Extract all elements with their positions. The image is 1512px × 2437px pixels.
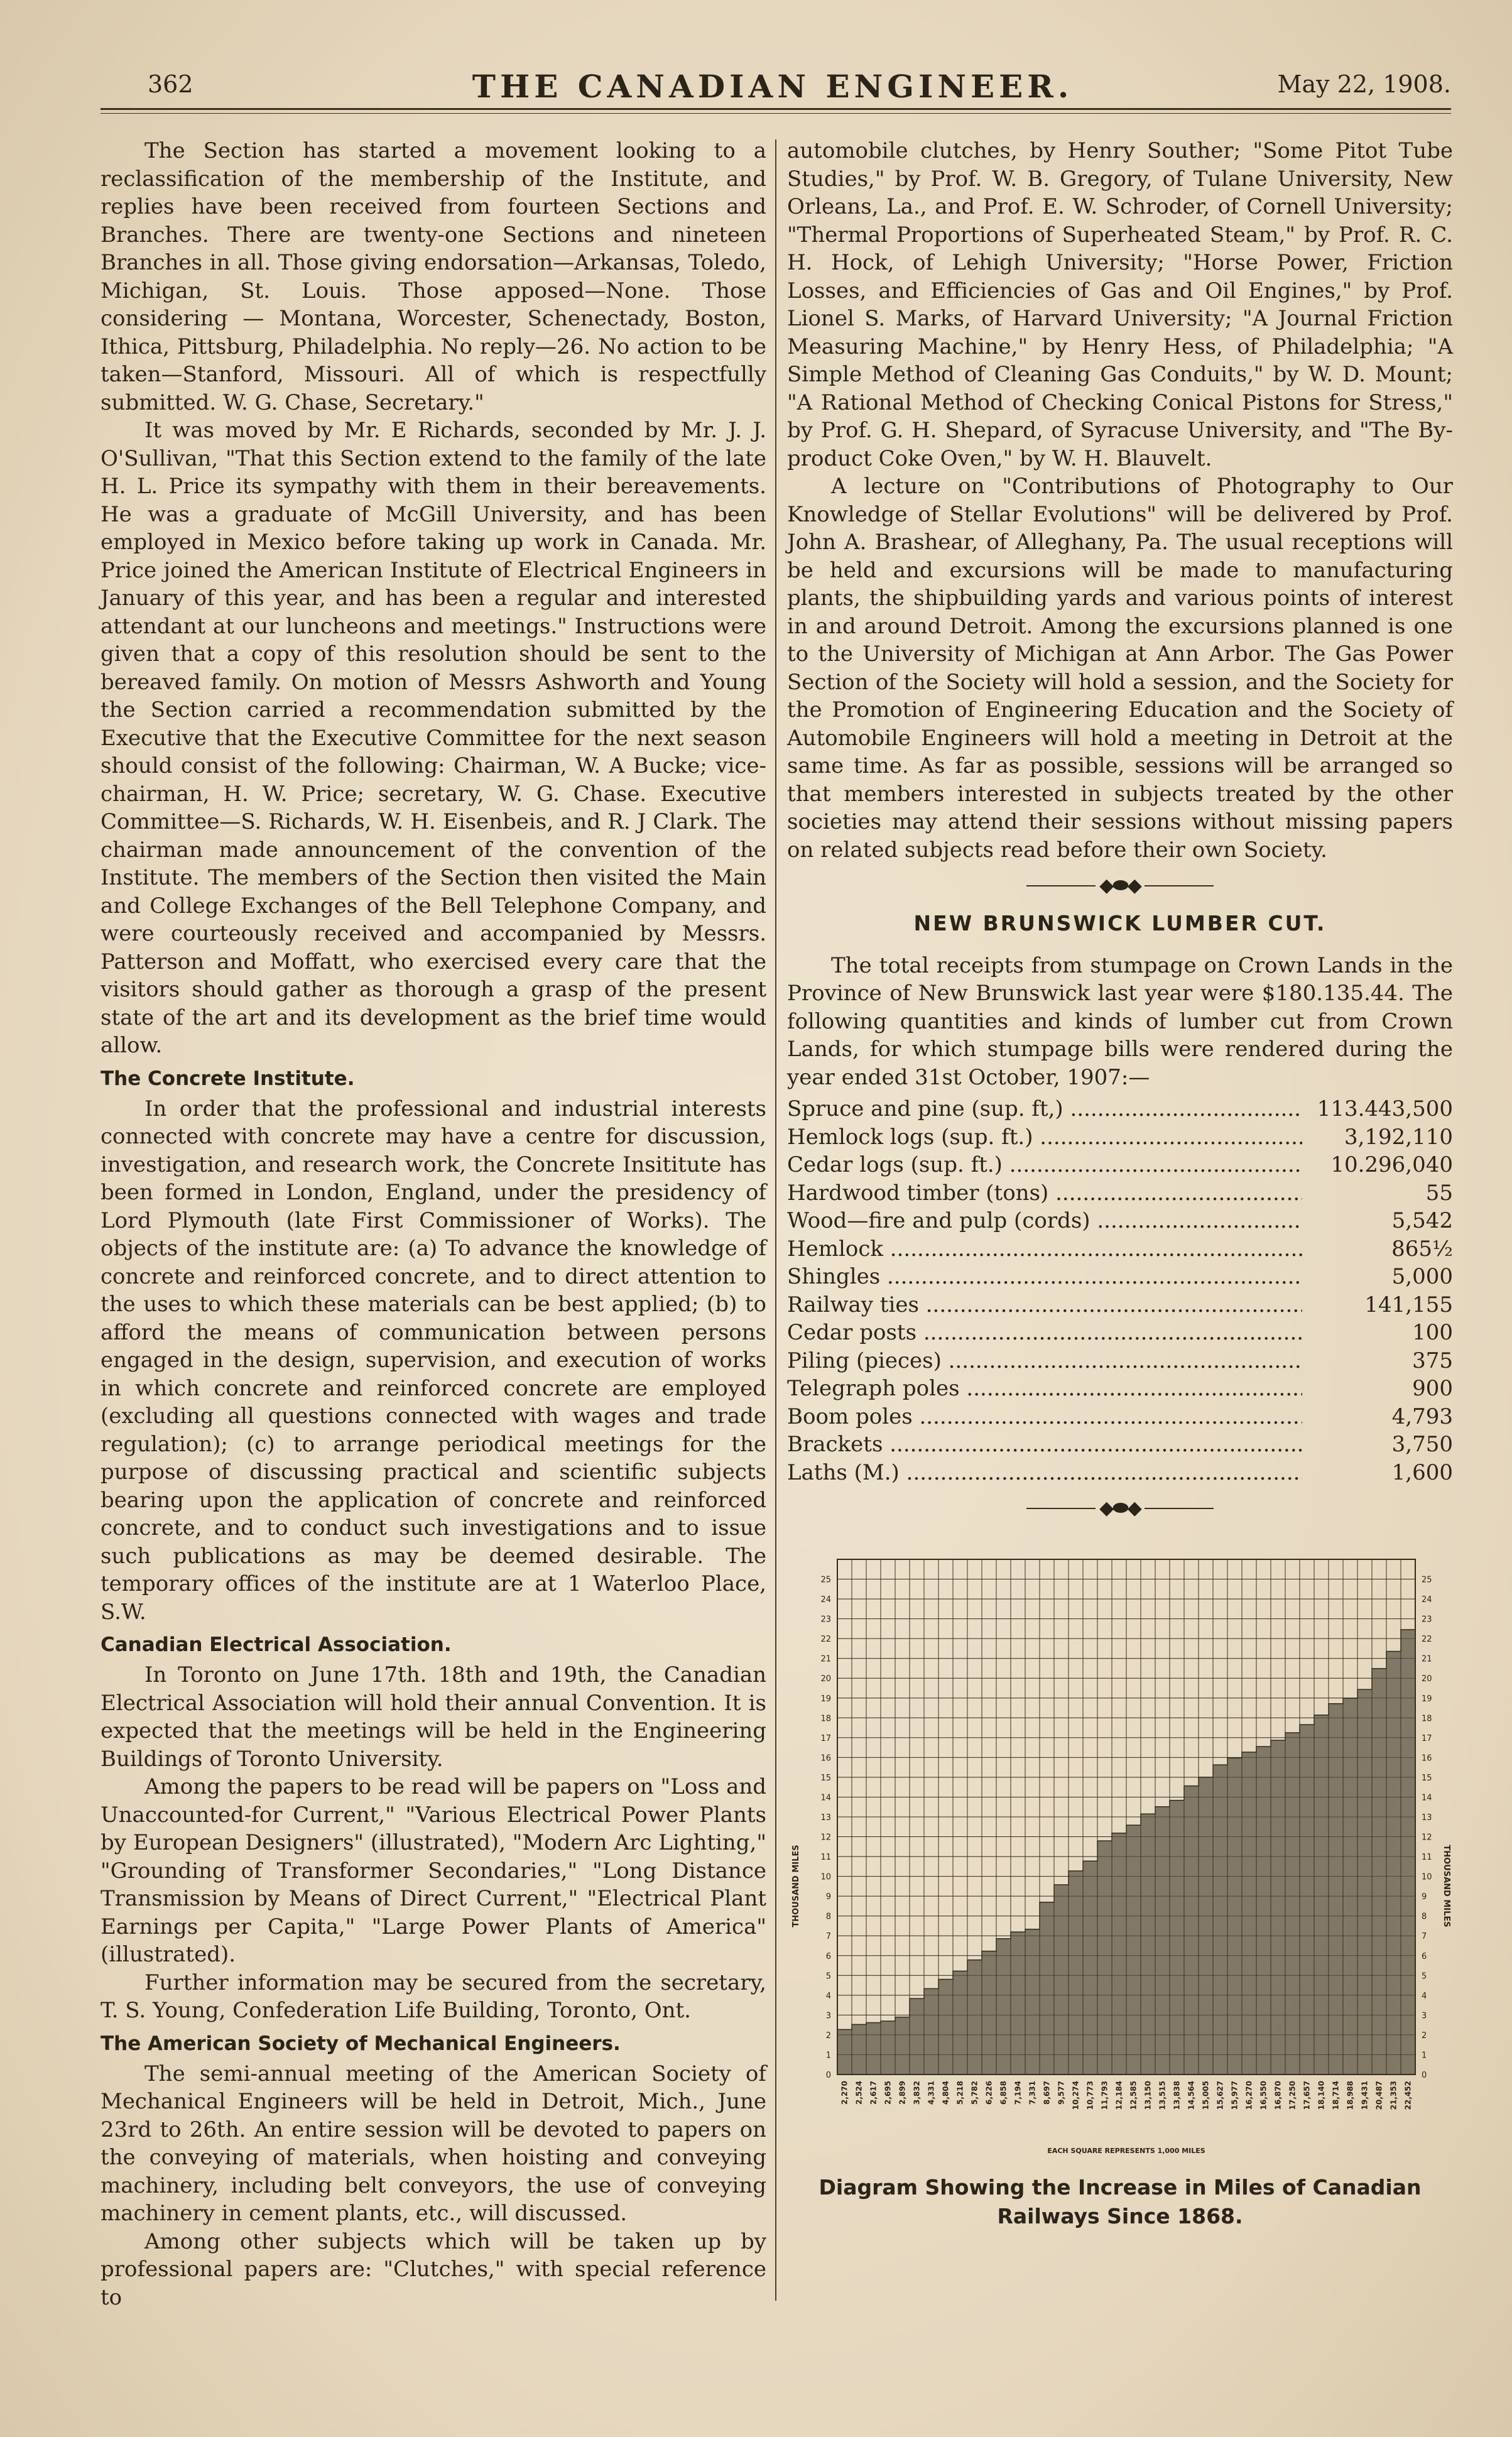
x-tick-label: 17,250	[1288, 2080, 1297, 2110]
lumber-row	[787, 1179, 1453, 1208]
x-tick-label: 22,452	[1403, 2080, 1413, 2110]
y-tick-label-right: 10	[1422, 1872, 1432, 1882]
y-tick-label-right: 25	[1422, 1575, 1432, 1585]
ornament-divider: ◆⬬◆	[787, 1494, 1453, 1522]
y-tick-label-right: 13	[1422, 1813, 1432, 1823]
y-tick-label-left: 4	[825, 1991, 831, 2001]
y-tick-label-right: 2	[1422, 2031, 1427, 2041]
paragraph: In Toronto on June 17th. 18th and 19th, the Canadian Electrical Association will hold their annual Convention. It is expected that the meetings will be held in the Engineering Buildings of Toronto University.	[101, 1662, 766, 1772]
left-column	[101, 137, 766, 2311]
lumber-quantity: 865½	[1391, 1236, 1453, 1262]
y-tick-label-left: 19	[820, 1694, 831, 1704]
y-tick-label-left: 24	[820, 1595, 831, 1605]
lumber-kind: Cedar logs (sup. ft.) .....	[787, 1151, 1302, 1179]
column-divider	[775, 139, 776, 2301]
lumber-kind: Shingles .....	[787, 1263, 1302, 1291]
y-tick-label-right: 21	[1422, 1654, 1432, 1664]
paragraph: A lecture on "Contributions of Photography to Our Knowledge of Stellar Evolutions" will be delivered by Prof. John A. Brashear, of Alleghany, Pa. The usual receptions will be held and excursions will be made to manufacturing plants, the shipbuilding yards and various points of interest in and around Detroit. Among the excursions planned is one to the University of Michigan at Ann Arbor. The Gas Power Section of the Society will hold a session, and the Society for the Promotion of Engineering Education and the Society of Automobile Engineers will hold a meeting in Detroit at the same time. As far as possible, sessions will be arranged so that members interested in subjects treated by the other societies may attend their sessions without missing papers on related subjects read before their own Society.	[787, 474, 1453, 863]
x-tick-label: 2,617	[869, 2080, 878, 2105]
y-tick-label-left: 14	[820, 1792, 831, 1802]
y-tick-label-left: 3	[825, 2010, 831, 2020]
y-tick-label-right: 8	[1422, 1912, 1427, 1922]
y-axis-label-right: THOUSAND MILES	[1442, 1844, 1451, 1927]
y-tick-label-right: 14	[1422, 1792, 1432, 1802]
section-heading-asme: The American Society of Mechanical Engineers.	[101, 2032, 621, 2055]
chart-caption	[787, 2173, 1453, 2231]
lumber-quantity: 100	[1412, 1320, 1453, 1346]
chart-note: EACH SQUARE REPRESENTS 1,000 MILES	[1047, 2146, 1205, 2155]
y-tick-label-right: 9	[1422, 1892, 1427, 1902]
y-tick-label-left: 9	[825, 1892, 831, 1902]
lumber-kind: Cedar posts .....	[787, 1319, 1302, 1347]
lumber-row	[787, 1375, 1453, 1403]
issue-date: May 22, 1908.	[1277, 70, 1451, 98]
y-tick-label-left: 5	[825, 1971, 831, 1981]
x-tick-label: 10,773	[1085, 2080, 1095, 2110]
lumber-kind: Wood—fire and pulp (cords) .....	[787, 1207, 1302, 1235]
section-heading-concrete-institute: The Concrete Institute.	[101, 1067, 355, 1090]
x-tick-label: 7,194	[1013, 2080, 1023, 2105]
paragraph: The semi-annual meeting of the American Society of Mechanical Engineers will be held in Detroit, Mich., June 23rd to 26th. An entire session will be devoted to papers on the conveying of materials, when hoisting and conveying machinery, including belt conveyors, the use of conveying machinery in cement plants, etc., will discussed.	[101, 2061, 766, 2226]
y-axis-label: THOUSAND MILES	[791, 1844, 801, 1927]
y-tick-label-right: 7	[1422, 1931, 1427, 1941]
y-tick-label-left: 10	[820, 1872, 831, 1882]
lumber-row	[787, 1207, 1453, 1235]
lumber-row	[787, 1431, 1453, 1459]
y-tick-label-right: 16	[1422, 1753, 1432, 1763]
x-tick-label: 13,838	[1172, 2080, 1182, 2110]
x-tick-label: 15,627	[1216, 2080, 1225, 2110]
y-tick-label-left: 15	[820, 1773, 831, 1783]
lumber-kind: Brackets .....	[787, 1431, 1302, 1459]
section-heading-canadian-electrical-association: Canadian Electrical Association.	[101, 1633, 452, 1656]
x-tick-label: 2,270	[840, 2080, 849, 2105]
y-tick-label-left: 1	[825, 2050, 831, 2060]
lumber-row	[787, 1319, 1453, 1347]
paragraph: In order that the professional and industrial interests connected with concrete may have a centre for discussion, investigation, and research work, the Concrete Insititute has been formed in London, England, under the presidency of Lord Plymouth (late First Commissioner of Works). The objects of the institute are: (a) To advance the knowledge of concrete and reinforced concrete, and to direct attention to the uses to which these materials can be best applied; (b) to afford the means of communication between persons engaged in the design, supervision, and execution of works in which concrete and reinforced concrete are employed (excluding all questions connected with wages and trade regulation); (c) to arrange periodical meetings for the purpose of discussing practical and scientific subjects bearing upon the application of concrete and reinforced concrete, and to conduct such investigations and to issue such publications as may be deemed desirable. The temporary offices of the institute are at 1 Waterloo Place, S.W.	[101, 1096, 766, 1625]
y-tick-label-right: 12	[1422, 1833, 1432, 1843]
y-tick-label-left: 18	[820, 1713, 831, 1723]
x-tick-label: 21,353	[1389, 2080, 1398, 2110]
x-tick-label: 15,977	[1230, 2080, 1239, 2110]
lumber-quantity: 900	[1412, 1376, 1453, 1402]
x-tick-label: 2,695	[883, 2080, 893, 2105]
x-tick-label: 11,793	[1100, 2080, 1109, 2110]
railway-miles-svg	[787, 1534, 1453, 2162]
y-tick-label-left: 6	[825, 1951, 831, 1961]
x-tick-label: 6,858	[999, 2080, 1008, 2105]
lumber-quantity: 5,542	[1391, 1208, 1453, 1234]
y-tick-label-left: 12	[820, 1833, 831, 1843]
x-tick-label: 2,899	[898, 2080, 907, 2105]
y-tick-label-right: 11	[1422, 1852, 1432, 1862]
lumber-quantity: 55	[1425, 1180, 1453, 1206]
lumber-row	[787, 1347, 1453, 1375]
y-tick-label-left: 7	[825, 1931, 831, 1941]
x-tick-label: 5,218	[955, 2080, 965, 2105]
y-tick-label-left: 0	[825, 2070, 831, 2080]
x-tick-label: 7,331	[1028, 2080, 1037, 2105]
y-tick-label-right: 1	[1422, 2050, 1427, 2060]
y-tick-label-right: 22	[1422, 1634, 1432, 1644]
ornament-divider: ◆⬬◆	[787, 871, 1453, 900]
y-tick-label-right: 5	[1422, 1971, 1427, 1981]
lumber-quantity: 3,750	[1391, 1432, 1453, 1458]
lumber-row	[787, 1123, 1453, 1152]
y-tick-label-right: 17	[1422, 1733, 1432, 1743]
y-tick-label-left: 8	[825, 1912, 831, 1922]
x-tick-label: 5,782	[970, 2080, 979, 2105]
x-tick-label: 18,714	[1331, 2080, 1341, 2110]
x-tick-label: 4,804	[941, 2080, 950, 2105]
x-tick-label: 20,487	[1374, 2080, 1384, 2110]
y-tick-label-left: 21	[820, 1654, 831, 1664]
paragraph: It was moved by Mr. E Richards, seconded by Mr. J. J. O'Sullivan, "That this Section extend to the family of the late H. L. Price its sympathy with them in their bereavements. He was a graduate of McGill University, and has been employed in Mexico before taking up work in Canada. Mr. Price joined the American Institute of Electrical Engineers in January of this year, and has been a regular and interested attendant at our luncheons and meetings." Instructions were given that a copy of this resolution should be sent to the bereaved family. On motion of Messrs Ashworth and Young the Section carried a recommendation submitted by the Executive that the Executive Committee for the next season should consist of the following: Chairman, W. A Bucke; vice-chairman, H. W. Price; secretary, W. G. Chase. Executive Committee—S. Richards, W. H. Eisenbeis, and R. J Clark. The chairman made announcement of the convention of the Institute. The members of the Section then visited the Main and College Exchanges of the Bell Telephone Company, and were courteously received and accompanied by Messrs. Patterson and Moffatt, who exercised every care that the visitors should gather as thorough a grasp of the present state of the art and its development as the brief time would allow.	[101, 418, 766, 1058]
y-tick-label-right: 4	[1422, 1991, 1427, 2001]
lumber-kind: Telegraph poles .....	[787, 1375, 1302, 1403]
x-tick-label: 18,988	[1346, 2080, 1355, 2110]
lumber-kind: Laths (M.) .....	[787, 1459, 1302, 1487]
lumber-kind: Spruce and pine (sup. ft,) .....	[787, 1095, 1302, 1123]
paragraph: Among the papers to be read will be papers on "Loss and Unaccounted-for Current," "Various Electrical Power Plants by European Designers" (illustrated), "Modern Arc Lighting," "Grounding of Transformer Secondaries," "Long Distance Transmission by Means of Direct Current," "Electrical Plant Earnings per Capita," "Large Power Plants of America" (illustrated).	[101, 1774, 766, 1967]
page-header	[94, 68, 1451, 106]
y-tick-label-right: 15	[1422, 1773, 1432, 1783]
y-tick-label-right: 24	[1422, 1595, 1432, 1605]
lumber-kind: Hardwood timber (tons) .....	[787, 1179, 1302, 1208]
x-tick-label: 2,524	[854, 2080, 864, 2105]
y-tick-label-left: 25	[820, 1575, 831, 1585]
journal-title: THE CANADIAN ENGINEER.	[472, 68, 1074, 105]
x-tick-label: 16,870	[1273, 2080, 1283, 2110]
header-rule-thin	[101, 113, 1451, 114]
y-tick-label-left: 16	[820, 1753, 831, 1763]
y-tick-label-left: 11	[820, 1852, 831, 1862]
paragraph: Further information may be secured from the secretary, T. S. Young, Confederation Life Building, Toronto, Ont.	[101, 1970, 766, 2023]
lumber-quantity: 3,192,110	[1344, 1124, 1453, 1150]
y-tick-label-right: 20	[1422, 1674, 1432, 1684]
lumber-kind: Piling (pieces) .....	[787, 1347, 1302, 1375]
railway-miles-chart	[787, 1534, 1453, 2170]
lumber-quantity: 141,155	[1364, 1292, 1453, 1317]
x-tick-label: 16,550	[1259, 2080, 1268, 2110]
y-tick-label-right: 19	[1422, 1694, 1432, 1704]
y-tick-label-right: 18	[1422, 1713, 1432, 1723]
x-tick-label: 13,515	[1158, 2080, 1167, 2110]
chart-caption-line1: Diagram Showing the Increase in Miles of Canadian	[819, 2175, 1422, 2200]
x-tick-label: 8,697	[1042, 2080, 1052, 2105]
lumber-quantity: 5,000	[1391, 1264, 1453, 1290]
lumber-kind: Hemlock logs (sup. ft.) .....	[787, 1123, 1302, 1152]
y-tick-label-left: 2	[825, 2031, 831, 2041]
header-rule	[101, 108, 1451, 110]
x-tick-label: 6,226	[984, 2080, 994, 2105]
lumber-quantity: 375	[1412, 1348, 1453, 1373]
x-tick-label: 17,657	[1302, 2080, 1312, 2110]
lumber-quantity: 4,793	[1391, 1404, 1453, 1429]
lumber-row	[787, 1095, 1453, 1123]
lumber-quantity: 113.443,500	[1317, 1096, 1453, 1122]
right-column	[787, 137, 1453, 2231]
x-tick-label: 13,150	[1143, 2080, 1153, 2110]
x-tick-label: 10,274	[1071, 2080, 1080, 2110]
lumber-quantity: 1,600	[1391, 1459, 1453, 1485]
y-tick-label-left: 17	[820, 1733, 831, 1743]
section-title-lumber-cut: NEW BRUNSWICK LUMBER CUT.	[913, 911, 1327, 936]
x-tick-label: 9,577	[1057, 2080, 1066, 2105]
lumber-row	[787, 1291, 1453, 1319]
x-tick-label: 14,564	[1187, 2080, 1196, 2110]
x-tick-label: 12,184	[1114, 2080, 1124, 2110]
x-tick-label: 4,331	[927, 2080, 936, 2105]
y-tick-label-right: 6	[1422, 1951, 1427, 1961]
lumber-row	[787, 1235, 1453, 1263]
x-tick-label: 18,140	[1317, 2080, 1326, 2110]
lumber-row	[787, 1403, 1453, 1431]
y-tick-label-right: 23	[1422, 1615, 1432, 1625]
x-tick-label: 16,270	[1244, 2080, 1254, 2110]
y-tick-label-right: 3	[1422, 2010, 1427, 2020]
y-tick-label-right: 0	[1422, 2070, 1427, 2080]
lumber-kind: Railway ties .....	[787, 1291, 1302, 1319]
paragraph: Among other subjects which will be taken up by professional papers are: "Clutches," with special reference to	[101, 2228, 766, 2310]
lumber-table	[787, 1095, 1453, 1486]
paragraph: automobile clutches, by Henry Souther; "Some Pitot Tube Studies," by Prof. W. B. Gregory, of Tulane University, New Orleans, La., and Prof. E. W. Schroder, of Cornell University; "Thermal Proportions of Superheated Steam," by Prof. R. C. H. Hock, of Lehigh University; "Horse Power, Friction Losses, and Efficiencies of Gas and Oil Engines," by Prof. Lionel S. Marks, of Harvard University; "A Journal Friction Measuring Machine," by Henry Hess, of Philadelphia; "A Simple Method of Cleaning Gas Conduits," by W. D. Mount; "A Rational Method of Checking Conical Pistons for Stress," by Prof. G. H. Shepard, of Syracuse University, and "The By-product Coke Oven," by W. H. Blauvelt.	[787, 138, 1453, 471]
lumber-row	[787, 1263, 1453, 1291]
lumber-row	[787, 1459, 1453, 1487]
x-tick-label: 15,005	[1201, 2080, 1210, 2110]
lumber-row	[787, 1151, 1453, 1179]
x-tick-label: 19,431	[1360, 2080, 1369, 2110]
x-tick-label: 12,585	[1129, 2080, 1138, 2110]
lumber-quantity: 10.296,040	[1330, 1152, 1453, 1178]
lumber-kind: Boom poles .....	[787, 1403, 1302, 1431]
y-tick-label-left: 13	[820, 1813, 831, 1823]
paragraph: The total receipts from stumpage on Crown Lands in the Province of New Brunswick last year were $180.135.44. The following quantities and kinds of lumber cut from Crown Lands, for which stumpage bills were rendered during the year ended 31st October, 1907:—	[787, 952, 1453, 1090]
page-number: 362	[148, 70, 193, 98]
x-tick-label: 3,832	[912, 2080, 922, 2105]
lumber-kind: Hemlock .....	[787, 1235, 1302, 1263]
paragraph: The Section has started a movement looking to a reclassification of the membership of the Institute, and replies have been received from fourteen Sections and Branches. There are twenty-one Sections and nineteen Branches in all. Those giving endorsation—Arkansas, Toledo, Michigan, St. Louis. Those apposed—None. Those considering — Montana, Worcester, Schenectady, Boston, Ithica, Pittsburg, Philadelphia. No reply—26. No action to be taken—Stanford, Missouri. All of which is respectfully submitted. W. G. Chase, Secretary."	[101, 138, 766, 415]
y-tick-label-left: 22	[820, 1634, 831, 1644]
y-tick-label-left: 20	[820, 1674, 831, 1684]
chart-caption-line2: Railways Since 1868.	[997, 2204, 1243, 2228]
y-tick-label-left: 23	[820, 1615, 831, 1625]
